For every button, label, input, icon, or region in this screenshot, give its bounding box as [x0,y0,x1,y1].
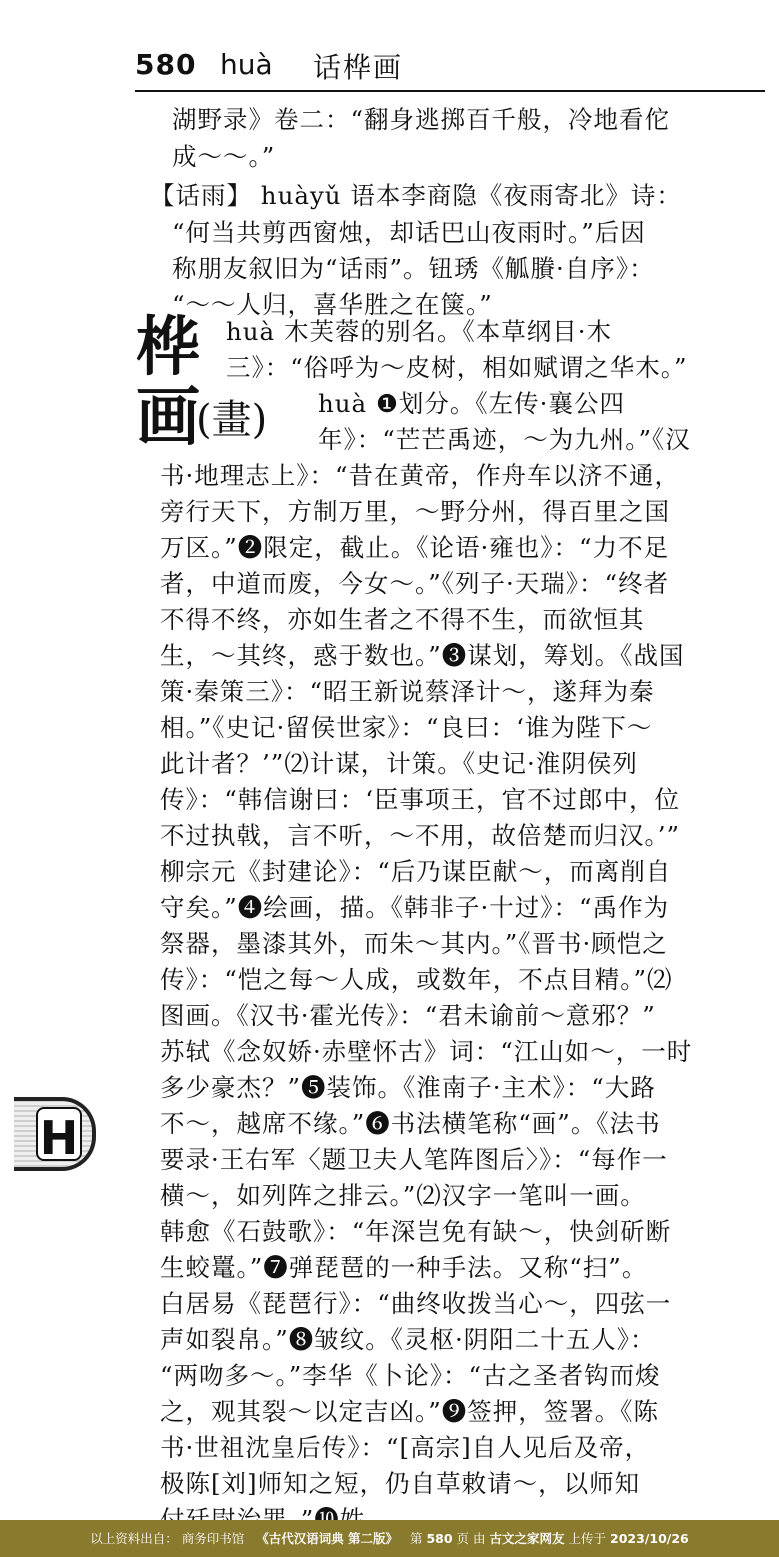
footer-page-label-post: 页 由 [456,1531,486,1546]
text-line: “～～人归，喜华胜之在箧。” [172,290,493,319]
text-line: 图画。《汉书·霍光传》：“君未谕前～意邪？” [160,1001,656,1030]
footer-book: 《古代汉语词典 第二版》 [256,1531,399,1546]
text-line: 不过执戟，言不听，～不用，故倍楚而归汉。’” [160,821,681,850]
text-line: 生，～其终，惑于数也。”❸谋划，筹划。《战国 [160,641,685,670]
text-line: 白居易《琵琶行》：“曲终收拨当心～，四弦一 [160,1289,672,1318]
headword-hua-paint: 画 [136,380,200,455]
footer-uploaded: 上传于 [568,1531,607,1546]
text-line: huà ❶划分。《左传·襄公四 [318,389,625,418]
text-line: 要录·王右军〈题卫夫人笔阵图后〉》：“每作一 [160,1145,668,1174]
text-line: 者，中道而废，今女～。”《列子·天瑞》：“终者 [160,569,670,598]
page-number: 580 [135,48,197,81]
text-line: huà 木芙蓉的别名。《本草纲目·木 [226,317,612,346]
text-line: 不得不终，亦如生者之不得不生，而欲恒其 [160,605,645,634]
entry-line: 【话雨】 huàyǔ 语本李商隐《夜雨寄北》诗： [150,181,682,210]
text-line: “何当共剪西窗烛，却话巴山夜雨时。”后因 [172,218,646,247]
text-line: 策·秦策三》：“昭王新说蔡泽计～，遂拜为秦 [160,677,655,706]
headword-hua-tree: 桦 [136,310,200,385]
thumb-index-tab [14,1097,96,1171]
footer-publisher: 商务印书馆 [181,1531,245,1546]
text-line: 传》：“韩信谢曰：‘臣事项王，官不过郎中，位 [160,785,681,814]
headword-variant: (畫) [196,397,268,443]
text-line: 柳宗元《封建论》：“后乃谋臣献～，而离削自 [160,857,672,886]
text-line: 湖野录》卷二：“翻身逃掷百千般，冷地看佗 [172,105,671,134]
text-line: 生蛟鼍。”❼弹琵琶的一种手法。又称“扫”。 [160,1253,648,1282]
header-pinyin: huà [220,48,273,81]
text-line: 书·世祖沈皇后传》：“[高宗]自人见后及帝， [160,1433,651,1462]
text-line: 旁行天下，方制万里，～野分州，得百里之国 [160,497,670,526]
source-footer [0,1520,779,1557]
text-line: 苏轼《念奴娇·赤壁怀古》词：“江山如～，一时 [160,1037,693,1066]
text-line: 极陈[刘]师知之短，仍自草敕请～，以师知 [160,1469,641,1498]
text-line: 称朋友叙旧为“话雨”。钮琇《觚賸·自序》： [172,254,655,283]
text-line: 横～，如列阵之排云。”⑵汉字一笔叫一画。 [160,1181,646,1210]
text-line: 之，观其裂～以定吉凶。”❾签押，签署。《陈 [160,1397,660,1426]
text-line: 相。”《史记·留侯世家》：“良曰：‘谁为陛下～ [160,713,653,742]
text-line: 成～～。” [172,142,276,171]
header-characters: 话桦画 [313,51,404,84]
text-line: 书·地理志上》：“昔在黄帝，作舟车以济不通， [160,461,681,490]
text-line: 韩愈《石鼓歌》：“年深岂免有缺～，快剑斫断 [160,1217,672,1246]
text-line: 此计者？’”⑵计谋，计策。《史记·淮阴侯列 [160,749,638,778]
footer-site: 古文之家网友 [489,1531,565,1546]
text-line: 三》：“俗呼为～皮树，相如赋谓之华木。” [226,353,688,382]
footer-date: 2023/10/26 [610,1531,689,1546]
text-line: 多少豪杰？”❺装饰。《淮南子·主术》：“大路 [160,1073,656,1102]
text-line: 声如裂帛。”❽皱纹。《灵枢·阴阳二十五人》： [160,1325,656,1354]
footer-page-label: 第 [409,1531,423,1546]
text-line: 守矣。”❹绘画，描。《韩非子·十过》：“禹作为 [160,893,670,922]
text-line: 传》：“恺之每～人成，或数年，不点目精。”⑵ [160,965,673,994]
footer-page-number: 580 [426,1531,453,1546]
page-header [135,40,765,92]
footer-prefix: 以上资料出自： [90,1531,178,1546]
text-line: “两吻多～。”李华《卜论》：“古之圣者钩而焌 [160,1361,661,1390]
text-line: 祭器，墨漆其外，而朱～其内。”《晋书·顾恺之 [160,929,668,958]
thumb-index-letter: H [36,1107,82,1161]
text-line: 年》：“芒芒禹迹，～为九州。”《汉 [318,425,691,454]
text-line: 不～，越席不缘。”❻书法横笔称“画”。《法书 [160,1109,661,1138]
text-line: 万区。”❷限定，截止。《论语·雍也》：“力不足 [160,533,670,562]
